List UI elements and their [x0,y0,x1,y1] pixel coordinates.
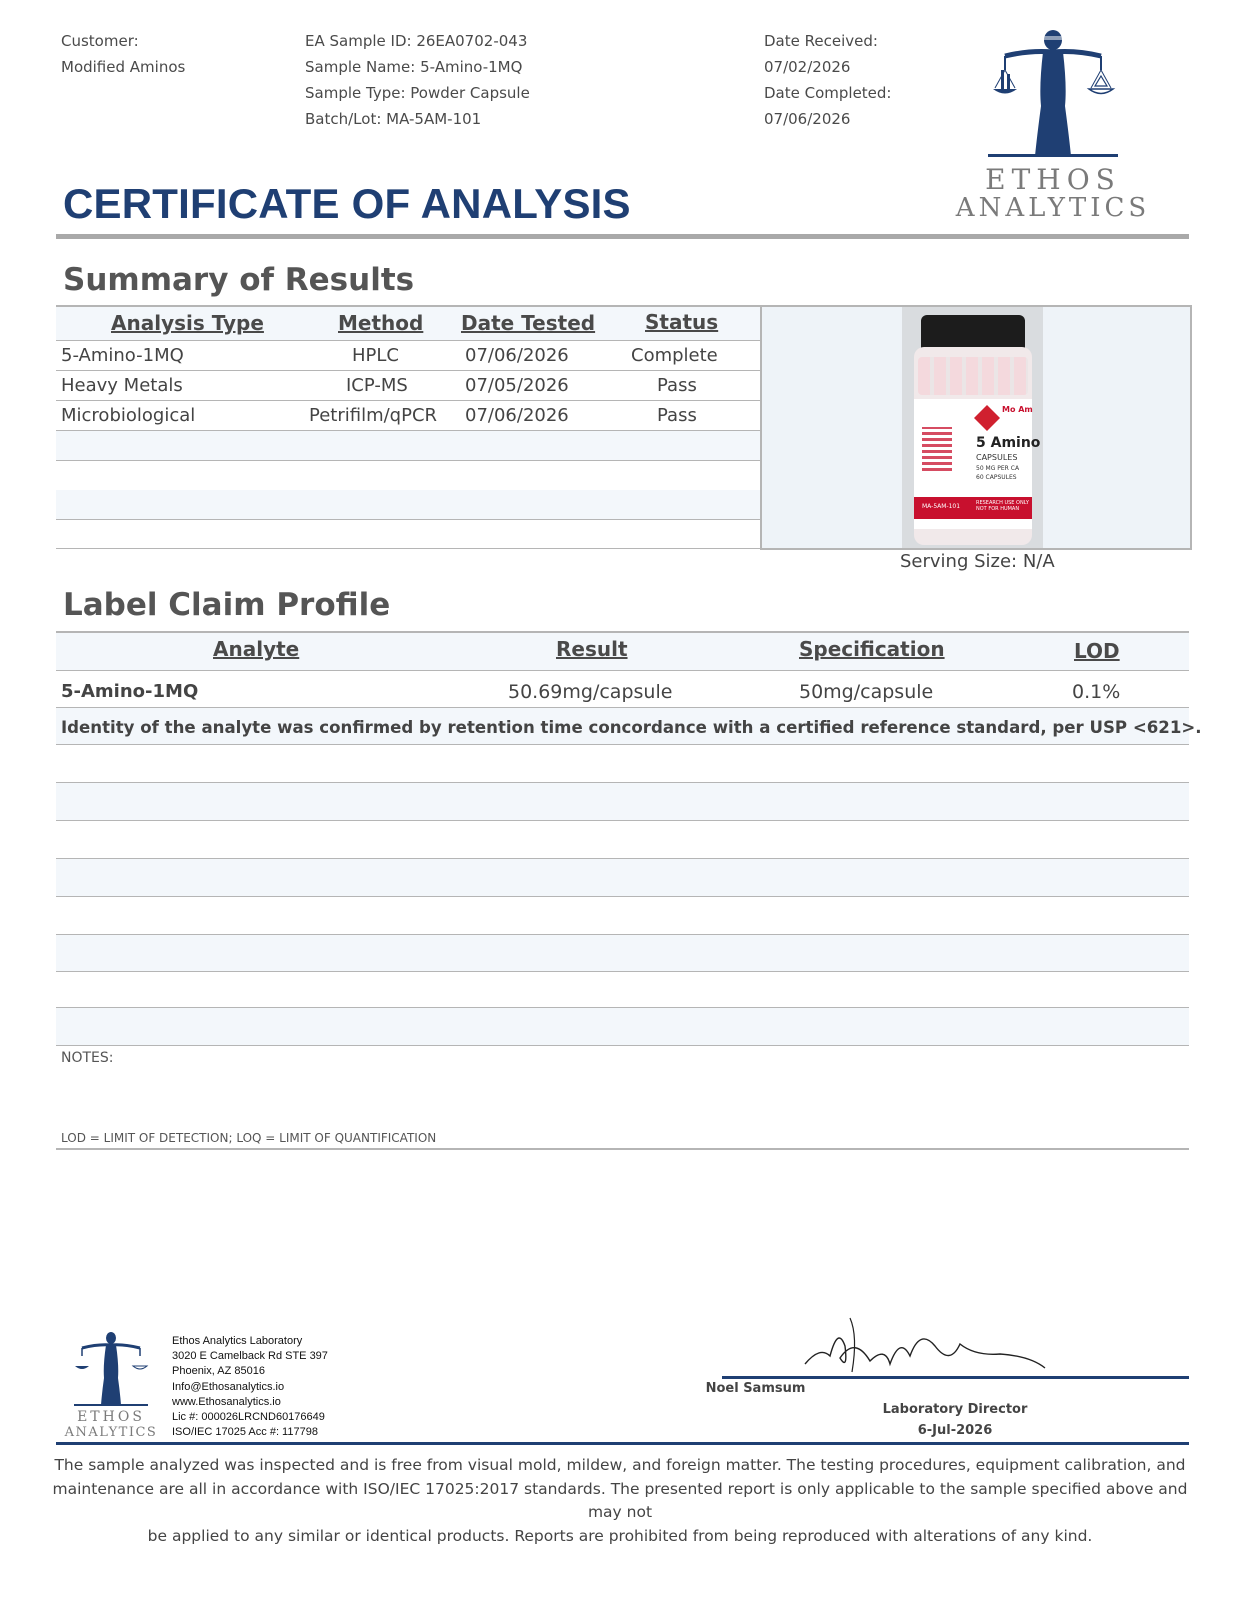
col-method: Method [338,311,424,335]
method: HPLC [352,345,399,366]
table-row-empty [56,745,1189,783]
logo-text-ethos: ETHOS [985,163,1121,196]
summary-header-row [56,307,760,341]
status: Pass [657,375,697,396]
product-line1: CAPSULES [976,453,1018,462]
date-tested: 07/05/2026 [465,375,569,396]
brand-small: Mo Am [1002,405,1033,414]
analysis-type: Heavy Metals [61,375,183,396]
disclaimer-line2: maintenance are all in accordance with ISO/IEC 17025:2017 standards. The presented report is only applicable to the sample specified above and may not [52,1479,1188,1521]
table-row-empty [56,461,760,491]
table-row-empty [56,935,1189,972]
batch-lot: Batch/Lot: MA-5AM-101 [305,110,482,128]
col-status: Status [645,310,719,334]
date-tested: 07/06/2026 [465,345,569,366]
date-received: 07/02/2026 [764,58,851,76]
product-photo [902,307,1043,548]
bottle-cap [921,315,1025,351]
method: Petrifilm/qPCR [309,405,438,426]
title-divider [56,234,1189,239]
summary-table [56,305,760,549]
notes-label: NOTES: [61,1050,114,1066]
signatory-title: Laboratory Director [882,1402,1028,1417]
justice-figure-icon [955,26,1151,166]
specification: 50mg/capsule [799,681,934,703]
label-band [914,497,1032,519]
table-row [56,401,760,431]
result: 50.69mg/capsule [508,681,673,703]
table-row-empty [56,431,760,461]
table-row-empty [56,972,1189,1008]
table-row [56,371,760,401]
sample-id: EA Sample ID: 26EA0702-043 [305,32,528,50]
lab-address1: 3020 E Camelback Rd STE 397 [172,1350,328,1363]
label-claim-heading: Label Claim Profile [63,587,391,623]
analyte: 5-Amino-1MQ [61,681,199,702]
notes-divider [56,1148,1189,1150]
logo-text-analytics: ANALYTICS [955,193,1151,223]
analysis-type: Microbiological [61,405,196,426]
sample-type: Sample Type: Powder Capsule [305,84,530,102]
col-lod: LOD [1074,639,1120,663]
signature-date: 6-Jul-2026 [917,1423,993,1438]
disclaimer-line1: The sample analyzed was inspected and is free from visual mold, mildew, and foreign matter. The testing procedures, equipment calibration, and [54,1456,1186,1474]
product-batch: MA-5AM-101 [922,503,961,510]
customer-label: Customer: [61,32,139,50]
brand-logo-icon [974,405,1000,431]
footer-divider [56,1442,1189,1445]
lab-email: Info@Ethosanalytics.io [172,1380,285,1393]
lab-website: www.Ethosanalytics.io [172,1395,281,1408]
status: Complete [631,345,718,366]
col-specification: Specification [799,637,945,661]
disclaimer [40,1454,1200,1548]
lod-note: LOD = LIMIT OF DETECTION; LOQ = LIMIT OF QUANTIFICATION [61,1131,437,1145]
justice-figure-icon [58,1330,164,1410]
table-row-empty [56,1008,1189,1046]
col-analysis-type: Analysis Type [111,311,264,335]
date-completed-label: Date Completed: [764,84,892,102]
table-row-empty [56,490,760,520]
date-completed: 07/06/2026 [764,110,851,128]
table-row-empty [56,859,1189,897]
product-line3: 60 CAPSULES [976,474,1017,481]
analysis-type: 5-Amino-1MQ [61,345,184,366]
identity-note-row [56,708,1202,745]
table-row-empty [56,519,760,549]
status: Pass [657,405,697,426]
bottle-body [914,347,1041,545]
table-row-empty [56,897,1189,935]
serving-size: Serving Size: N/A [900,551,1055,572]
date-tested: 07/06/2026 [465,405,569,426]
product-name: 5 Amino [976,435,1041,451]
lab-iso: ISO/IEC 17025 Acc #: 117798 [172,1426,318,1439]
product-warning: RESEARCH USE ONLY NOT FOR HUMAN [976,500,1029,512]
table-row-empty [56,783,1189,821]
col-result: Result [556,637,628,661]
sample-info-block [305,28,530,132]
signature-image [800,1316,1050,1376]
lab-name: Ethos Analytics Laboratory [172,1335,303,1347]
ethos-logo [955,26,1151,226]
product-line2: 50 MG PER CA [976,465,1020,472]
customer-block [61,28,185,80]
date-received-label: Date Received: [764,32,878,50]
lab-address2: Phoenix, AZ 85016 [172,1365,265,1378]
footer-logo [58,1330,164,1442]
disclaimer-line3: be applied to any similar or identical products. Reports are prohibited from being reproduced with alterations of any kind. [147,1526,1093,1545]
footer-logo-ethos: ETHOS [77,1409,145,1425]
sample-name: Sample Name: 5-Amino-1MQ [305,58,523,76]
product-image-panel [760,305,1192,550]
page-title: CERTIFICATE OF ANALYSIS [63,180,631,227]
lab-license: Lic #: 000026LRCND60176649 [172,1411,325,1424]
col-analyte: Analyte [213,637,300,661]
identity-note: Identity of the analyte was confirmed by retention time concordance with a certified reference standard, per USP <621>. [61,718,1202,737]
qr-code-icon [922,427,952,471]
signatory-name: Noel Samsum [705,1381,806,1396]
method: ICP-MS [346,375,408,396]
footer-logo-analytics: ANALYTICS [64,1425,158,1440]
signatory-details [855,1378,1055,1441]
summary-heading: Summary of Results [63,262,415,298]
product-label [914,399,1041,529]
label-claim-header-row [56,633,1189,671]
table-row-empty [56,821,1189,859]
lod: 0.1% [1072,681,1121,703]
dates-block [764,28,892,132]
customer-name: Modified Aminos [61,58,186,76]
table-row [56,671,1189,708]
lab-contact-block [172,1334,328,1440]
table-row [56,341,760,371]
col-date-tested: Date Tested [461,311,596,335]
